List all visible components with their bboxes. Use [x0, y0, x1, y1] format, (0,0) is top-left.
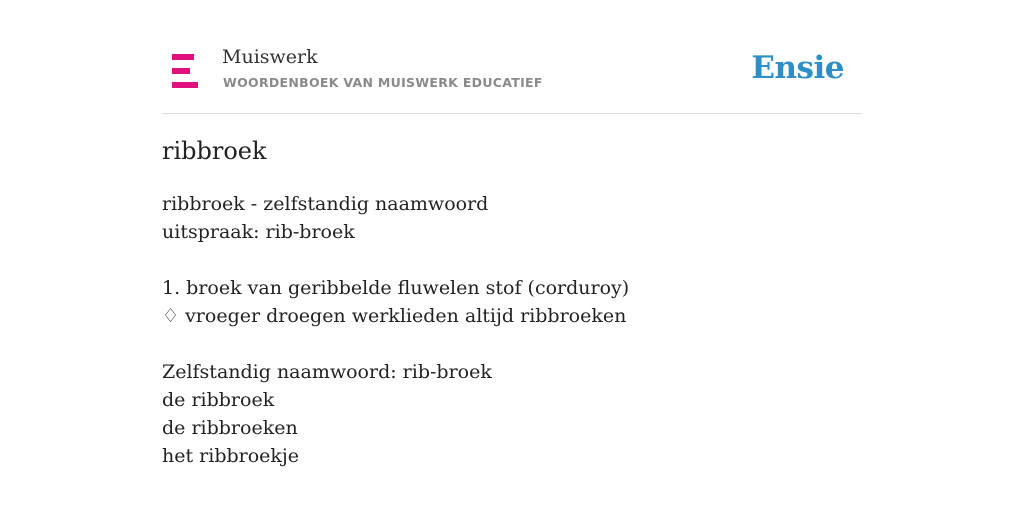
- entry-definition: [162, 190, 862, 470]
- definition-line: de ribbroek: [162, 389, 275, 411]
- definition-line: het ribbroekje: [162, 445, 300, 467]
- ensie-logo[interactable]: Ensie: [751, 50, 844, 86]
- definition-line: de ribbroeken: [162, 417, 298, 439]
- site-header: [162, 36, 862, 114]
- spacer: [162, 330, 862, 358]
- definition-line: Zelfstandig naamwoord: rib-broek: [162, 361, 492, 383]
- entry-title: ribbroek: [162, 137, 267, 165]
- definition-line: uitspraak: rib-broek: [162, 221, 355, 243]
- brand-name[interactable]: Muiswerk: [222, 46, 318, 68]
- muiswerk-logo-icon[interactable]: [172, 54, 200, 88]
- definition-line: ribbroek - zelfstandig naamwoord: [162, 193, 489, 215]
- definition-line: ♢ vroeger droegen werklieden altijd ribbroeken: [162, 305, 627, 327]
- spacer: [162, 246, 862, 274]
- definition-line: 1. broek van geribbelde fluwelen stof (corduroy): [162, 277, 630, 299]
- brand-subtitle: WOORDENBOEK VAN MUISWERK EDUCATIEF: [223, 75, 543, 90]
